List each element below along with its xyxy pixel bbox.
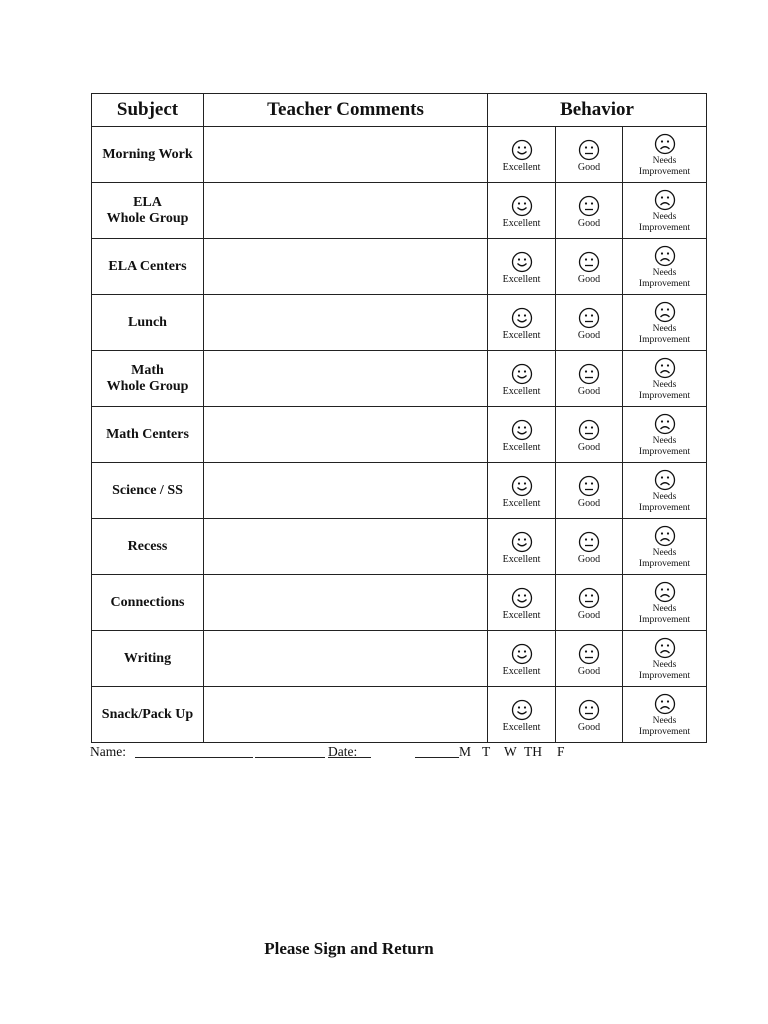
rating-label: Excellent	[502, 385, 541, 397]
rating-label: Good	[577, 497, 601, 509]
rating-label: Excellent	[502, 665, 541, 677]
smiley-face-icon	[488, 307, 555, 329]
date-label: Date:	[328, 744, 358, 759]
rating-label: Good	[577, 609, 601, 621]
rating-good-cell[interactable]	[556, 239, 623, 295]
table-row	[92, 295, 707, 351]
neutral-face-icon	[556, 307, 622, 329]
table-row	[92, 239, 707, 295]
rating-needs-improvement-cell[interactable]	[623, 295, 707, 351]
neutral-face-icon	[556, 363, 622, 385]
frown-face-icon	[623, 581, 706, 603]
teacher-comment-cell[interactable]	[204, 127, 488, 183]
rating-label: Good	[577, 721, 601, 733]
date-blank[interactable]	[328, 744, 371, 758]
rating-excellent-cell[interactable]	[488, 295, 556, 351]
subject-cell: Lunch	[92, 295, 204, 351]
rating-good-cell[interactable]	[556, 575, 623, 631]
rating-label: Needs Improvement	[638, 547, 691, 569]
rating-needs-improvement-cell[interactable]	[623, 127, 707, 183]
rating-needs-improvement-cell[interactable]	[623, 463, 707, 519]
rating-excellent-cell[interactable]	[488, 239, 556, 295]
table-row	[92, 519, 707, 575]
frown-face-icon	[623, 301, 706, 323]
frown-face-icon	[623, 133, 706, 155]
rating-label: Needs Improvement	[638, 659, 691, 681]
teacher-comment-cell[interactable]	[204, 631, 488, 687]
subject-cell: ELA Whole Group	[92, 183, 204, 239]
rating-needs-improvement-cell[interactable]	[623, 519, 707, 575]
rating-label: Needs Improvement	[638, 323, 691, 345]
rating-good-cell[interactable]	[556, 351, 623, 407]
rating-label: Needs Improvement	[638, 491, 691, 513]
smiley-face-icon	[488, 139, 555, 161]
rating-label: Needs Improvement	[638, 715, 691, 737]
rating-excellent-cell[interactable]	[488, 631, 556, 687]
behavior-chart-table	[91, 93, 707, 743]
rating-excellent-cell[interactable]	[488, 463, 556, 519]
smiley-face-icon	[488, 643, 555, 665]
rating-label: Needs Improvement	[638, 603, 691, 625]
neutral-face-icon	[556, 475, 622, 497]
table-row	[92, 575, 707, 631]
smiley-face-icon	[488, 587, 555, 609]
rating-label: Excellent	[502, 161, 541, 173]
rating-needs-improvement-cell[interactable]	[623, 687, 707, 743]
rating-label: Needs Improvement	[638, 379, 691, 401]
frown-face-icon	[623, 357, 706, 379]
rating-label: Excellent	[502, 441, 541, 453]
rating-label: Good	[577, 441, 601, 453]
table-row	[92, 351, 707, 407]
smiley-face-icon	[488, 195, 555, 217]
subject-cell: Science / SS	[92, 463, 204, 519]
subject-cell: Writing	[92, 631, 204, 687]
subject-cell: Recess	[92, 519, 204, 575]
rating-needs-improvement-cell[interactable]	[623, 239, 707, 295]
rating-good-cell[interactable]	[556, 183, 623, 239]
rating-excellent-cell[interactable]	[488, 407, 556, 463]
rating-label: Excellent	[502, 553, 541, 565]
teacher-comment-cell[interactable]	[204, 575, 488, 631]
rating-label: Good	[577, 665, 601, 677]
day-t[interactable]: T	[482, 744, 491, 759]
rating-excellent-cell[interactable]	[488, 183, 556, 239]
rating-excellent-cell[interactable]	[488, 519, 556, 575]
rating-good-cell[interactable]	[556, 519, 623, 575]
name-label: Name:	[90, 744, 126, 759]
frown-face-icon	[623, 525, 706, 547]
neutral-face-icon	[556, 587, 622, 609]
rating-label: Good	[577, 217, 601, 229]
subject-cell: Morning Work	[92, 127, 204, 183]
rating-needs-improvement-cell[interactable]	[623, 183, 707, 239]
subject-cell: ELA Centers	[92, 239, 204, 295]
day-th[interactable]: TH	[524, 744, 542, 759]
frown-face-icon	[623, 693, 706, 715]
rating-label: Good	[577, 273, 601, 285]
subject-cell: Math Centers	[92, 407, 204, 463]
rating-good-cell[interactable]	[556, 463, 623, 519]
smiley-face-icon	[488, 251, 555, 273]
neutral-face-icon	[556, 643, 622, 665]
teacher-comment-cell[interactable]	[204, 183, 488, 239]
table-row	[92, 687, 707, 743]
subject-header: Subject	[92, 94, 204, 127]
rating-label: Good	[577, 553, 601, 565]
smiley-face-icon	[488, 419, 555, 441]
frown-face-icon	[623, 637, 706, 659]
rating-label: Needs Improvement	[638, 211, 691, 233]
name-blank[interactable]	[135, 744, 253, 758]
neutral-face-icon	[556, 419, 622, 441]
table-row	[92, 183, 707, 239]
rating-label: Excellent	[502, 721, 541, 733]
day-w[interactable]: W	[504, 744, 517, 759]
rating-good-cell[interactable]	[556, 631, 623, 687]
rating-label: Excellent	[502, 497, 541, 509]
rating-excellent-cell[interactable]	[488, 351, 556, 407]
neutral-face-icon	[556, 251, 622, 273]
rating-good-cell[interactable]	[556, 407, 623, 463]
day-f[interactable]: F	[557, 744, 565, 759]
neutral-face-icon	[556, 139, 622, 161]
rating-label: Needs Improvement	[638, 155, 691, 177]
teacher-comment-cell[interactable]	[204, 687, 488, 743]
rating-label: Good	[577, 385, 601, 397]
rating-needs-improvement-cell[interactable]	[623, 407, 707, 463]
rating-good-cell[interactable]	[556, 127, 623, 183]
smiley-face-icon	[488, 531, 555, 553]
frown-face-icon	[623, 245, 706, 267]
subject-cell: Connections	[92, 575, 204, 631]
rating-label: Excellent	[502, 217, 541, 229]
rating-needs-improvement-cell[interactable]	[623, 575, 707, 631]
rating-excellent-cell[interactable]	[488, 127, 556, 183]
neutral-face-icon	[556, 531, 622, 553]
header-row	[92, 94, 707, 127]
frown-face-icon	[623, 469, 706, 491]
neutral-face-icon	[556, 195, 622, 217]
student-info-line	[90, 744, 710, 762]
date-blank-extension[interactable]	[415, 744, 459, 758]
table-row	[92, 127, 707, 183]
teacher-comment-cell[interactable]	[204, 519, 488, 575]
please-sign-note: Please Sign and Return	[264, 939, 434, 958]
teacher-comment-cell[interactable]	[204, 295, 488, 351]
table-row	[92, 463, 707, 519]
smiley-face-icon	[488, 475, 555, 497]
rating-excellent-cell[interactable]	[488, 575, 556, 631]
rating-needs-improvement-cell[interactable]	[623, 631, 707, 687]
rating-label: Needs Improvement	[638, 267, 691, 289]
smiley-face-icon	[488, 699, 555, 721]
behavior-header: Behavior	[488, 94, 707, 127]
rating-label: Excellent	[502, 329, 541, 341]
rating-good-cell[interactable]	[556, 295, 623, 351]
table-row	[92, 407, 707, 463]
subject-cell: Snack/Pack Up	[92, 687, 204, 743]
frown-face-icon	[623, 189, 706, 211]
teacher-comment-cell[interactable]	[204, 351, 488, 407]
teacher-comments-header: Teacher Comments	[204, 94, 488, 127]
rating-label: Needs Improvement	[638, 435, 691, 457]
teacher-comment-cell[interactable]	[204, 407, 488, 463]
table-row	[92, 631, 707, 687]
teacher-comment-cell[interactable]	[204, 463, 488, 519]
rating-label: Excellent	[502, 273, 541, 285]
name-blank-extension[interactable]	[255, 744, 325, 758]
rating-needs-improvement-cell[interactable]	[623, 351, 707, 407]
rating-excellent-cell[interactable]	[488, 687, 556, 743]
frown-face-icon	[623, 413, 706, 435]
day-m[interactable]: M	[459, 744, 472, 759]
teacher-comment-cell[interactable]	[204, 239, 488, 295]
smiley-face-icon	[488, 363, 555, 385]
rating-good-cell[interactable]	[556, 687, 623, 743]
rating-label: Good	[577, 329, 601, 341]
neutral-face-icon	[556, 699, 622, 721]
subject-cell: Math Whole Group	[92, 351, 204, 407]
rating-label: Good	[577, 161, 601, 173]
rating-label: Excellent	[502, 609, 541, 621]
